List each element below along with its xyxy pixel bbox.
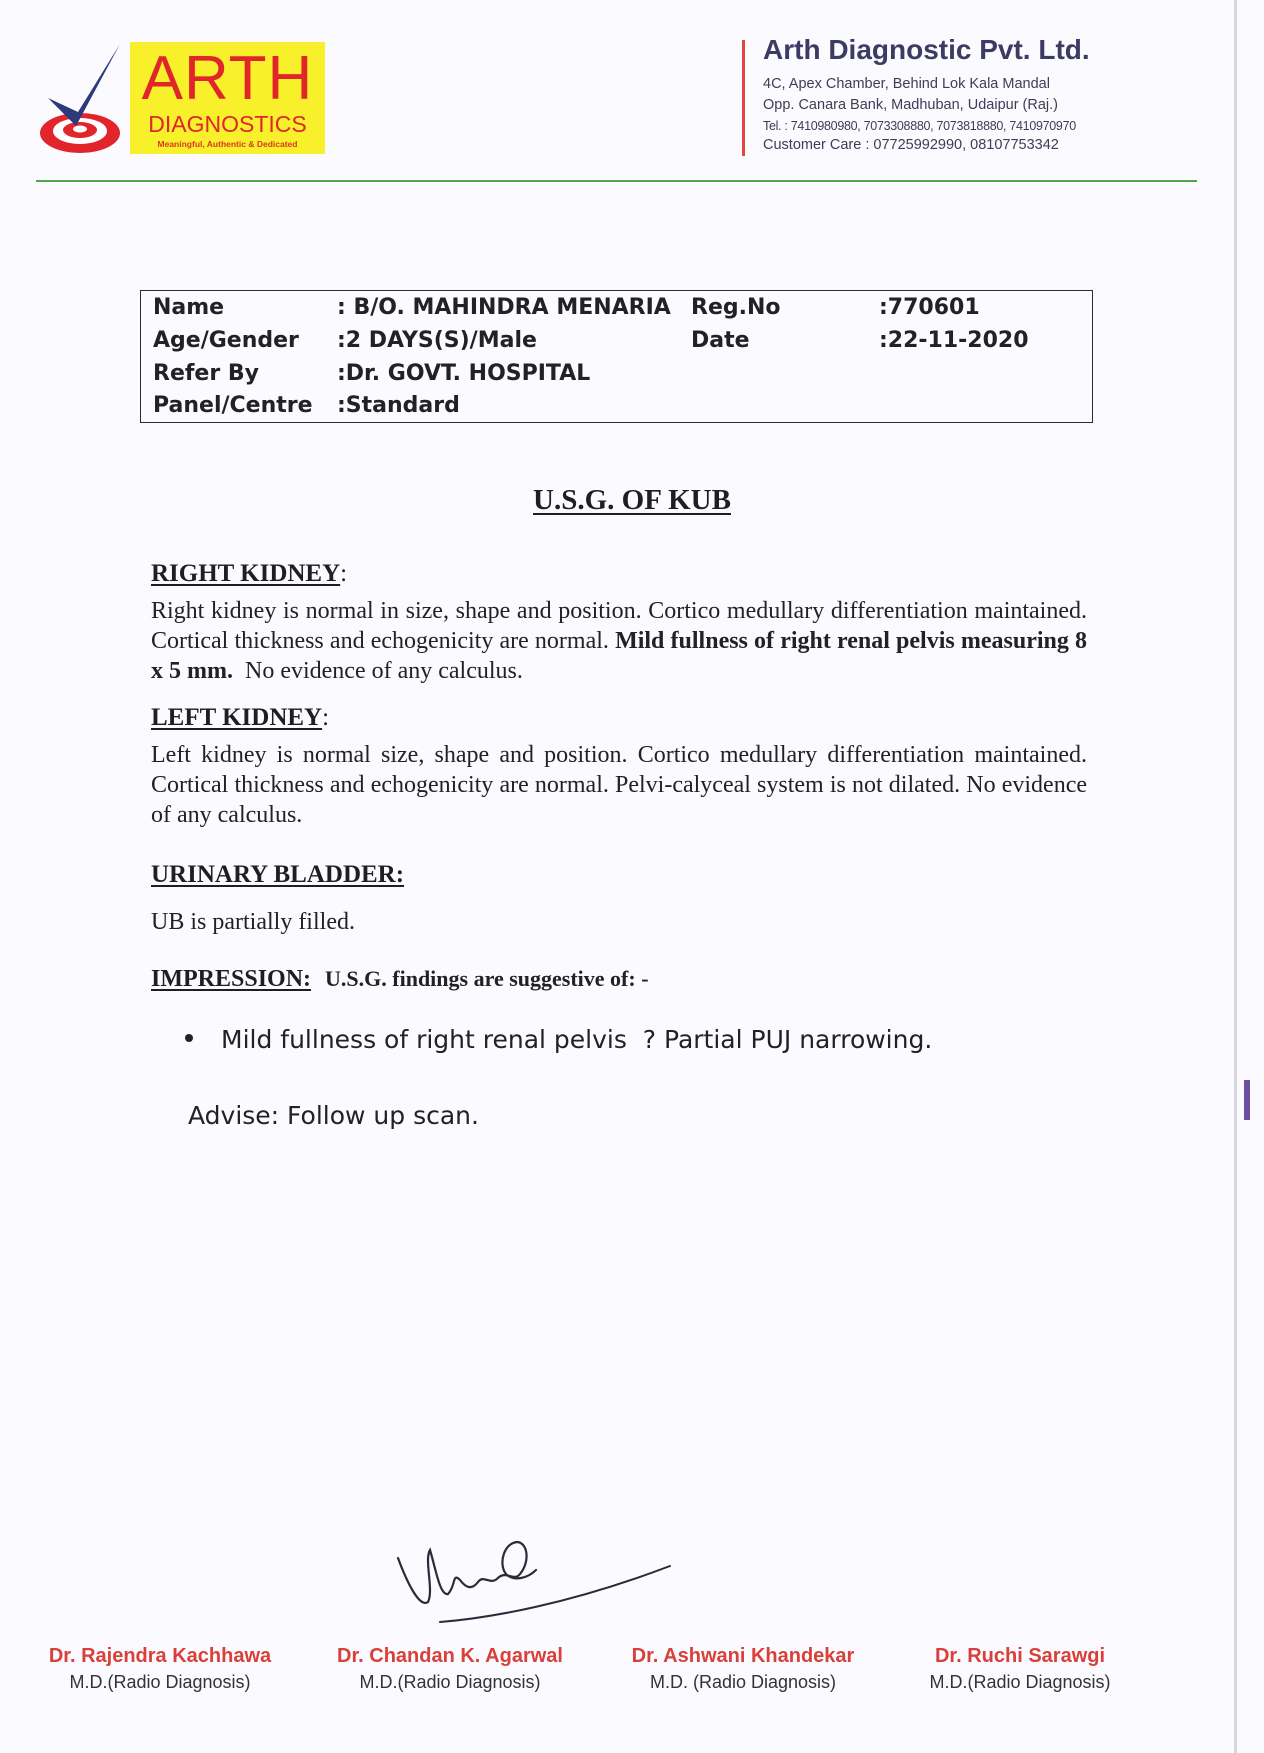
page-edge-mark: [1244, 1080, 1250, 1120]
doctor-signature: [380, 1530, 680, 1640]
advise-text: Advise: Follow up scan.: [188, 1101, 479, 1130]
logo-yellow-box: [130, 42, 325, 154]
left-kidney-heading: [151, 704, 329, 732]
company-name: Arth Diagnostic Pvt. Ltd.: [763, 34, 1090, 65]
signatory-name: Dr. Ruchi Sarawgi: [934, 1645, 1106, 1667]
urinary-bladder-heading-text: URINARY BLADDER:: [151, 861, 405, 888]
impression-heading-text: IMPRESSION:: [151, 966, 312, 992]
reg-no-value: :770601: [879, 295, 980, 320]
right-kidney-heading: [151, 560, 347, 588]
signatory-1: [30, 1645, 290, 1693]
signatory-degree: M.D.(Radio Diagnosis): [929, 1672, 1111, 1692]
logo-tagline: Meaningful, Authentic & Dedicated: [157, 139, 298, 149]
signatory-name: Dr. Rajendra Kachhawa: [48, 1645, 272, 1667]
logo-text-arth: ARTH: [141, 44, 314, 113]
impression-heading: [151, 966, 649, 993]
right-kidney-colon: :: [340, 560, 348, 587]
customer-care: Customer Care : 07725992990, 08107753342: [763, 137, 1059, 153]
signatory-4: [890, 1645, 1150, 1693]
urinary-bladder-heading: [151, 861, 404, 889]
bullet-icon: [185, 1034, 193, 1042]
address-line-2: Opp. Canara Bank, Madhuban, Udaipur (Raj.): [763, 97, 1058, 113]
signatory-3: [613, 1645, 873, 1693]
logo-text-diagnostics: DIAGNOSTICS: [148, 111, 307, 137]
signatory-2: [320, 1645, 580, 1693]
name-label: Name: [153, 295, 225, 320]
report-title: [0, 484, 1264, 517]
page-edge: [1234, 0, 1237, 1753]
signatory-name: Dr. Chandan K. Agarwal: [337, 1645, 563, 1667]
date-label: Date: [691, 328, 750, 353]
right-kidney-heading-text: RIGHT KIDNEY: [151, 560, 341, 587]
header-rule: [36, 180, 1197, 182]
impression-finding-text: Mild fullness of right renal pelvis ? Partial PUJ narrowing.: [221, 1025, 933, 1054]
refer-by-label: Refer By: [153, 361, 259, 386]
right-kidney-text-b: No evidence of any calculus.: [232, 658, 523, 684]
left-kidney-text: Left kidney is normal size, shape and position. Cortico medullary differentiation maintained. Cortical thickness and echogenicity are normal. Pelvi-calyceal system is not dilated. No evidence of any calculus.: [151, 742, 1087, 828]
age-gender-label: Age/Gender: [153, 328, 299, 353]
refer-by-value: :Dr. GOVT. HOSPITAL: [337, 361, 591, 386]
right-kidney-text: [151, 596, 1087, 686]
left-kidney-heading-text: LEFT KIDNEY: [151, 704, 323, 731]
telephone-numbers: Tel. : 7410980980, 7073308880, 7073818880, 7410970970: [763, 119, 1076, 133]
impression-subtext: U.S.G. findings are suggestive of: -: [325, 966, 649, 991]
report-title-text: U.S.G. OF KUB: [533, 484, 731, 516]
patient-details-box: [140, 290, 1093, 423]
header-divider: [742, 40, 745, 156]
signatory-degree: M.D. (Radio Diagnosis): [649, 1672, 837, 1692]
signatory-degree: M.D.(Radio Diagnosis): [69, 1672, 251, 1692]
left-kidney-colon: :: [322, 704, 330, 731]
reg-no-label: Reg.No: [691, 295, 781, 320]
date-value: :22-11-2020: [879, 328, 1029, 353]
impression-finding: [185, 1025, 932, 1054]
name-value: : B/O. MAHINDRA MENARIA: [337, 295, 671, 320]
age-gender-value: :2 DAYS(S)/Male: [337, 328, 537, 353]
address-line-1: 4C, Apex Chamber, Behind Lok Kala Mandal: [763, 76, 1050, 92]
signatory-name: Dr. Ashwani Khandekar: [631, 1645, 855, 1667]
right-kidney-text-a: Right kidney is normal in size, shape and position. Cortico medullary differentiation maintained. Cortical thickness and echogenicity are normal.: [151, 598, 1087, 654]
panel-centre-label: Panel/Centre: [153, 393, 313, 418]
company-logo: [40, 40, 340, 165]
panel-centre-value: :Standard: [337, 393, 460, 418]
urinary-bladder-text: UB is partially filled.: [151, 909, 355, 935]
signatory-degree: M.D.(Radio Diagnosis): [359, 1672, 541, 1692]
right-kidney-finding: Mild fullness of right renal pelvis measuring 8 x 5 mm.: [151, 628, 1088, 684]
